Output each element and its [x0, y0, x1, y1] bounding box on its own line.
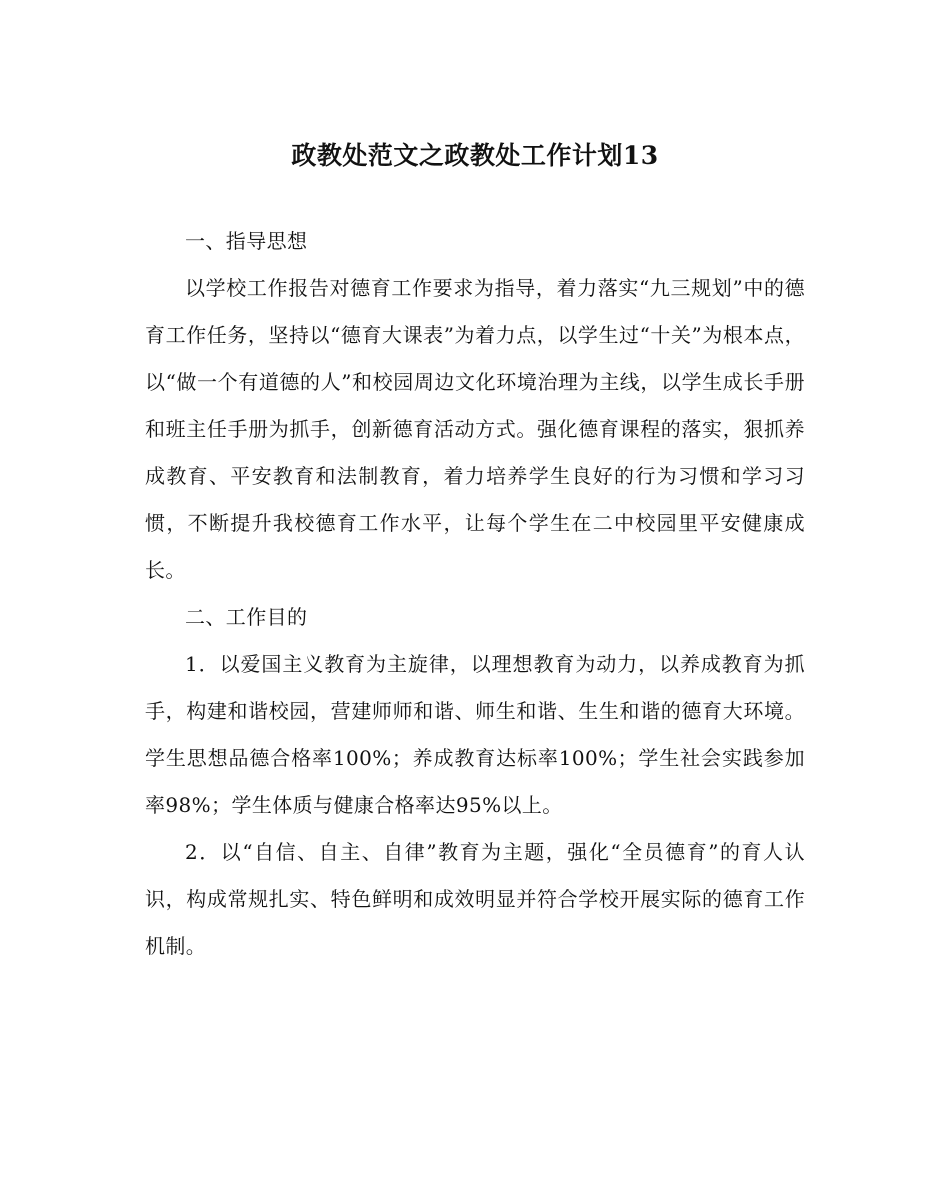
section-heading-work-goals: 二、工作目的: [185, 605, 308, 629]
section-heading-guiding-ideology: 一、指导思想: [185, 229, 308, 253]
document-title: 政教处范文之政教处工作计划13: [291, 141, 659, 170]
paragraph-guiding-ideology: 以学校工作报告对德育工作要求为指导，着力落实“九三规划”中的德育工作任务，坚持以“德育大课表”为着力点，以学生过“十关”为根本点，以“做一个有道德的人”和校园周边文化环境治理为主线，以学生成长手册和班主任手册为抓手，创新德育活动方式。强化德育课程的落实，狠抓养成教育、平安教育和法制教育，着力培养学生良好的行为习惯和学习习惯，不断提升我校德育工作水平，让每个学生在二中校园里平安健康成长。: [145, 276, 805, 582]
paragraph-goal-1: 1．以爱国主义教育为主旋律，以理想教育为动力，以养成教育为抓手，构建和谐校园，营建师师和谐、师生和谐、生生和谐的德育大环境。学生思想品德合格率100%；养成教育达标率100%；学生社会实践参加率98%；学生体质与健康合格率达95%以上。: [145, 652, 805, 817]
document-body: [145, 218, 805, 970]
paragraph-goal-2: 2．以“自信、自主、自律”教育为主题，强化“全员德育”的育人认识，构成常规扎实、特色鲜明和成效明显并符合学校开展实际的德育工作机制。: [145, 840, 805, 958]
